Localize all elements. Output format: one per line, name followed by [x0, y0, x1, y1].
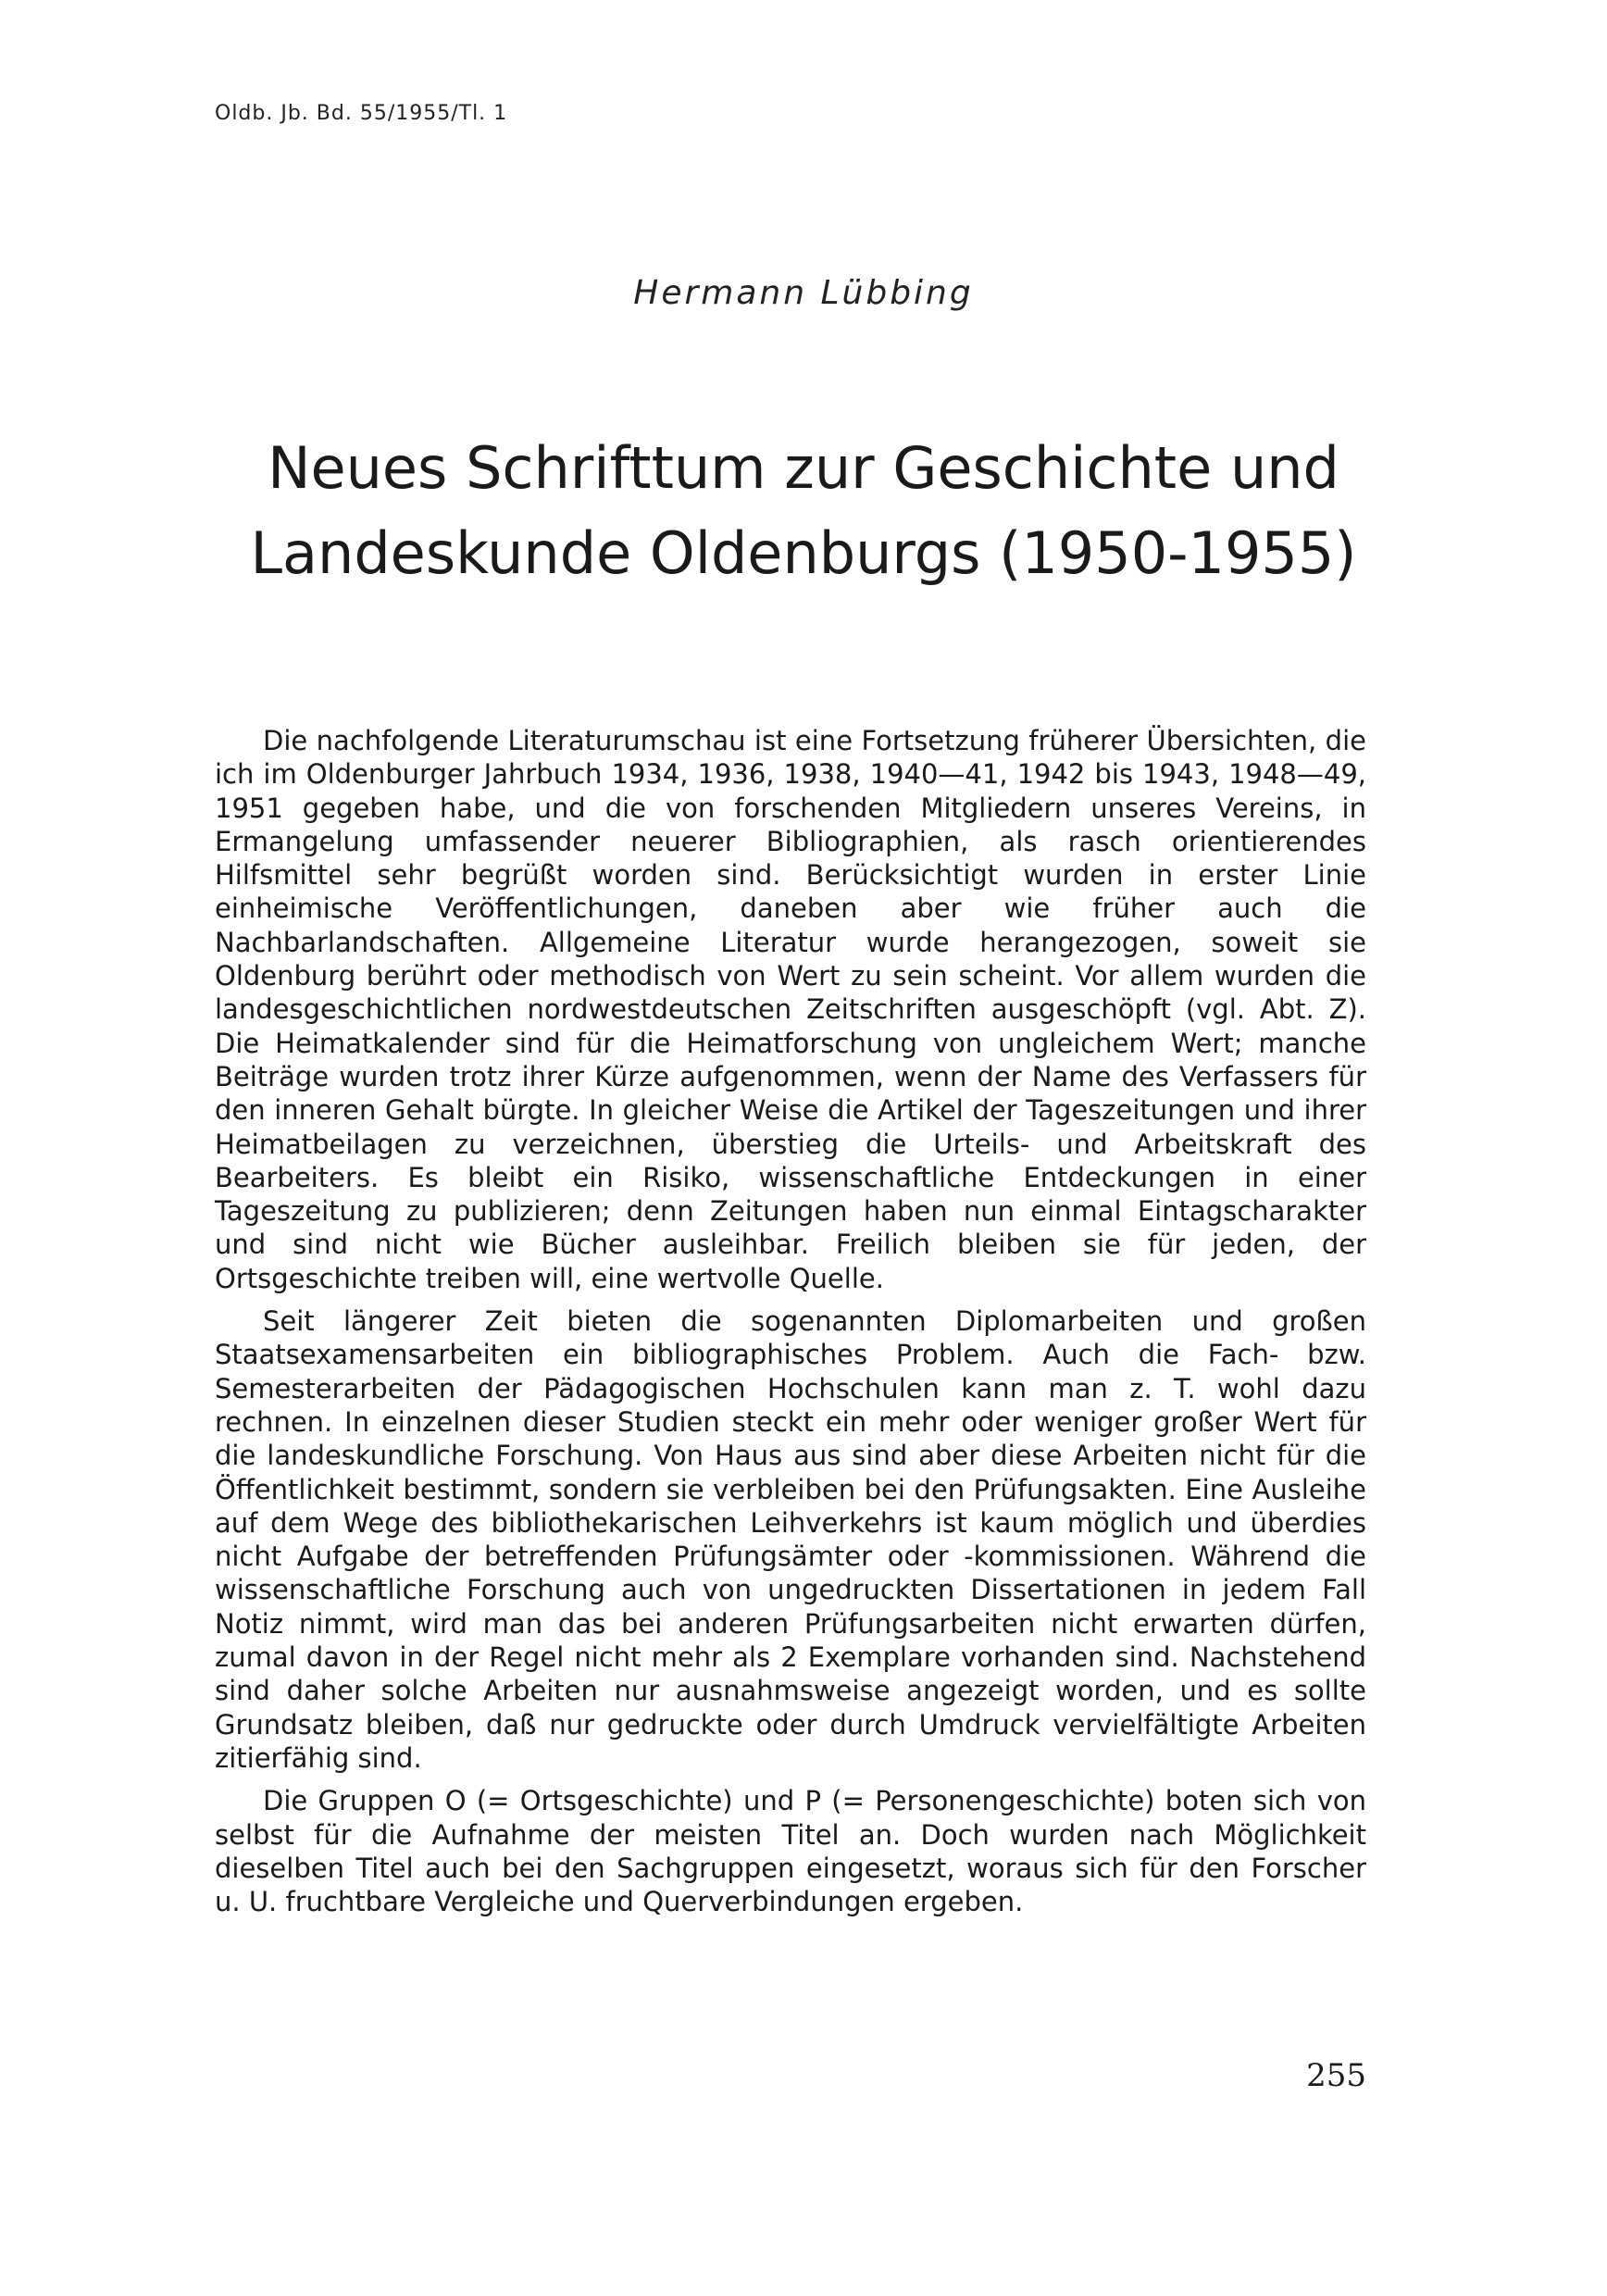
title-line-2: Landeskunde Oldenburgs (1950-1955) — [250, 519, 1357, 587]
paragraph-3: Die Gruppen O (= Ortsgeschichte) und P (= Personengeschichte) boten sich von selbst für die Aufnahme der meisten Titel an. Doch wurden nach Möglichkeit dieselben Titel auch bei den Sachgruppen eingesetzt, woraus sich für den Forscher u. U. fruchtbare Vergleiche und Querverbindungen ergeben. — [215, 1785, 1366, 1918]
page-number: 255 — [1306, 2057, 1366, 2094]
article-title — [185, 426, 1422, 596]
paragraph-1: Die nachfolgende Literaturumschau ist eine Fortsetzung früherer Übersichten, die ich im Oldenburger Jahrbuch 1934, 1936, 1938, 1940—41, 1942 bis 1943, 1948—49, 1951 gegeben habe, und die von forschenden Mitgliedern unseres Vereins, in Ermangelung umfassender neuerer Bibliographien, als rasch orientierendes Hilfsmittel sehr begrüßt worden sind. Berücksichtigt wurden in erster Linie einheimische Veröffentlichungen, daneben aber wie früher auch die Nachbarlandschaften. Allgemeine Literatur wurde herangezogen, soweit sie Oldenburg berührt oder methodisch von Wert zu sein scheint. Vor allem wurden die landesgeschichtlichen nordwestdeutschen Zeitschriften ausgeschöpft (vgl. Abt. Z). Die Heimatkalender sind für die Heimatforschung von ungleichem Wert; manche Beiträge wurden trotz ihrer Kürze aufgenommen, wenn der Name des Verfassers für den inneren Gehalt bürgte. In gleicher Weise die Artikel der Tageszeitungen und ihrer Heimatbeilagen zu verzeichnen, überstieg die Urteils- und Arbeitskraft des Bearbeiters. Es bleibt ein Risiko, wissenschaftliche Entdeckungen in einer Tageszeitung zu publizieren; denn Zeitungen haben nun einmal Eintagscharakter und sind nicht wie Bücher ausleihbar. Freilich bleiben sie für jeden, der Ortsgeschichte treiben will, eine wertvolle Quelle. — [215, 725, 1366, 1294]
body-text — [215, 724, 1366, 1928]
paragraph-2: Seit längerer Zeit bieten die sogenannten Diplomarbeiten und großen Staatsexamensarbeiten ein bibliographisches Problem. Auch die Fach- bzw. Semesterarbeiten der Pädagogischen Hochschulen kann man z. T. wohl dazu rechnen. In einzelnen dieser Studien steckt ein mehr oder weniger großer Wert für die landeskundliche Forschung. Von Haus aus sind aber diese Arbeiten nicht für die Öffentlichkeit bestimmt, sondern sie verbleiben bei den Prüfungsakten. Eine Ausleihe auf dem Wege des bibliothekarischen Leihverkehrs ist kaum möglich und überdies nicht Aufgabe der betreffenden Prüfungsämter oder -kommissionen. Während die wissenschaftliche Forschung auch von ungedruckten Dissertationen in jedem Fall Notiz nimmt, wird man das bei anderen Prüfungsarbeiten nicht erwarten dürfen, zumal davon in der Regel nicht mehr als 2 Exemplare vorhanden sind. Nachstehend sind daher solche Arbeiten nur ausnahmsweise angezeigt worden, und es sollte Grundsatz bleiben, daß nur gedruckte oder durch Umdruck vervielfältigte Arbeiten zitierfähig sind. — [215, 1305, 1366, 1774]
author-name: Hermann Lübbing — [633, 274, 974, 312]
title-line-1: Neues Schrifttum zur Geschichte und — [268, 434, 1339, 502]
running-head: Oldb. Jb. Bd. 55/1955/Tl. 1 — [215, 102, 508, 125]
